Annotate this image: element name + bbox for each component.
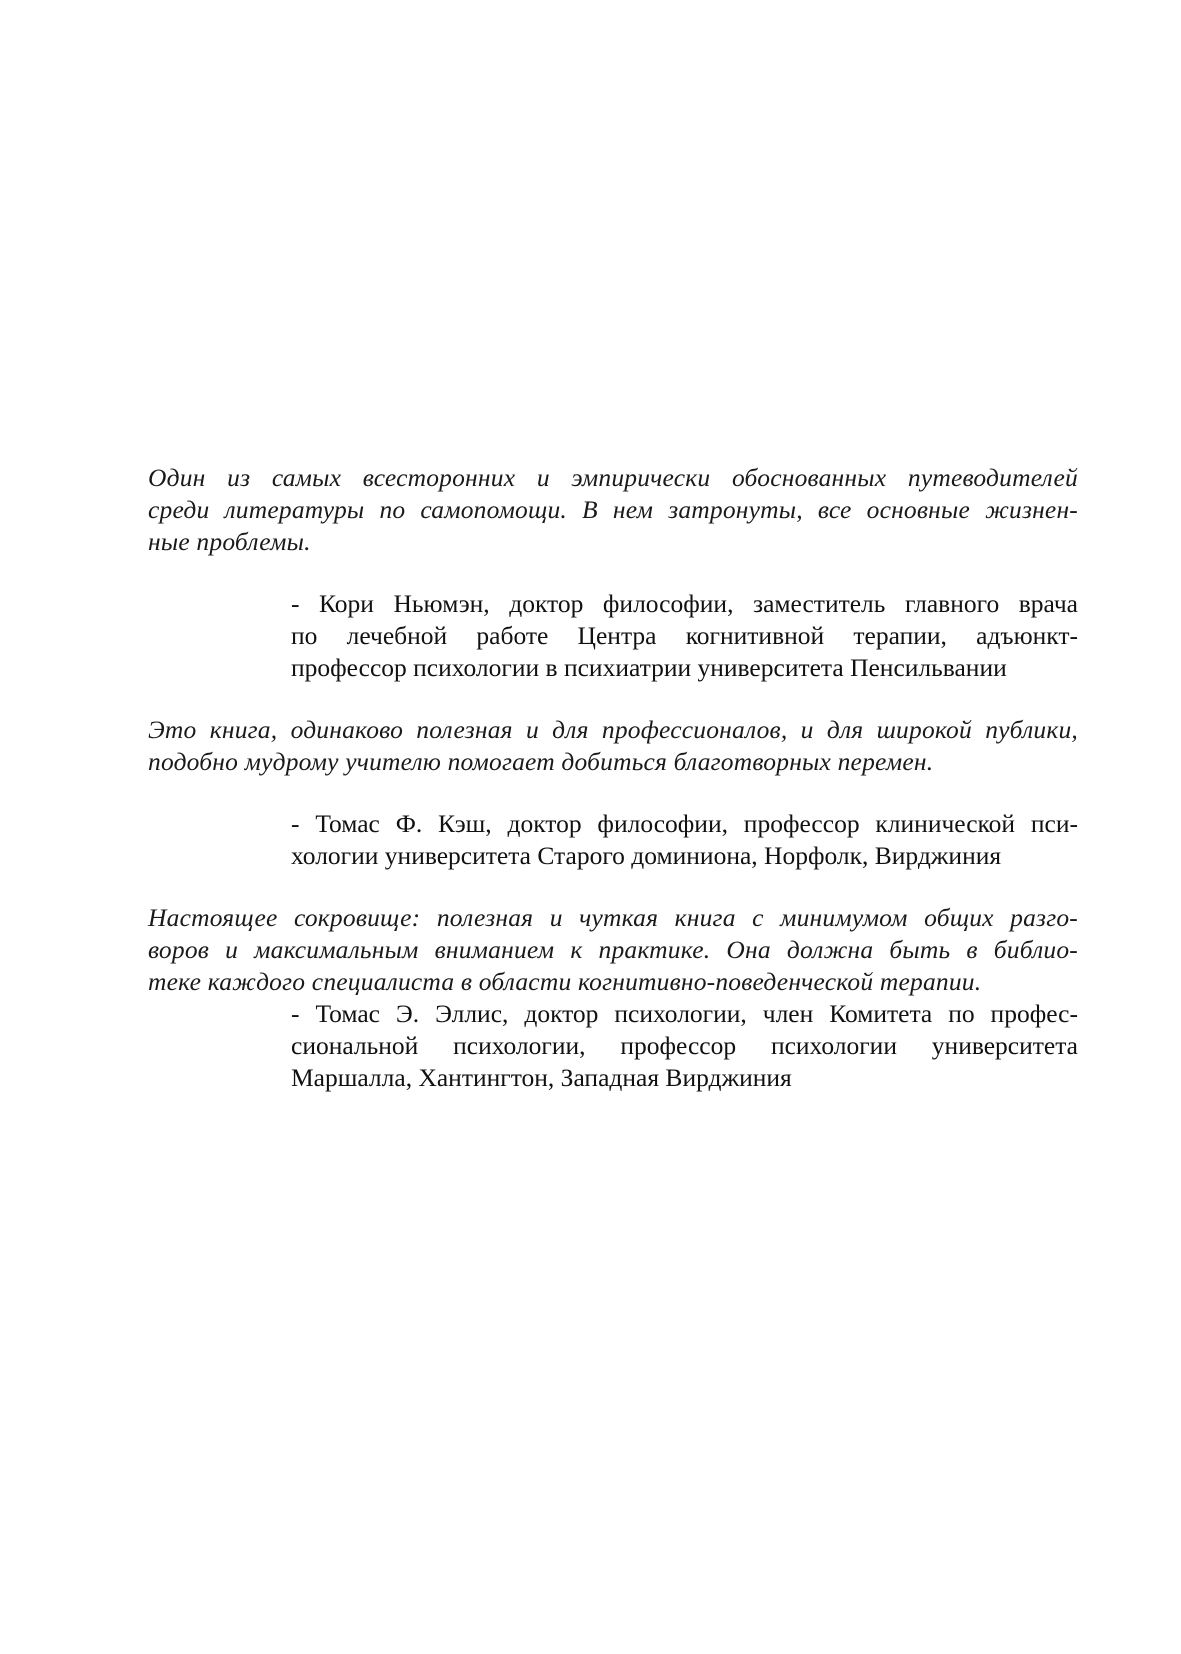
attribution-line: сиональной психологии, профессор психологии университета [291, 1031, 1078, 1060]
attribution-line: - Томас Э. Эллис, доктор психологии, член Комитета по профес- [291, 999, 1078, 1028]
quote-line: среди литературы по самопомощи. В нем затронуты, все основные жизнен- [148, 495, 1078, 524]
quote-line: теке каждого специалиста в области когнитивно-поведенческой терапии. [148, 967, 982, 996]
testimonial-quote-3 [148, 902, 1078, 998]
quote-line: воров и максимальным вниманием к практике. Она должна быть в библио- [148, 935, 1078, 964]
quote-line: Один из самых всесторонних и эмпирически обоснованных путеводителей [148, 463, 1078, 492]
testimonial-attribution-2 [291, 808, 1078, 872]
attribution-line: Маршалла, Хантингтон, Западная Вирджиния [291, 1063, 792, 1092]
quote-line: подобно мудрому учителю помогает добиться благотворных перемен. [148, 747, 934, 776]
attribution-line: хологии университета Старого доминиона, Норфолк, Вирджиния [291, 841, 1002, 870]
attribution-line: по лечебной работе Центра когнитивной терапии, адъюнкт- [291, 621, 1078, 650]
quote-line: ные проблемы. [148, 527, 311, 556]
attribution-line: профессор психологии в психиатрии университета Пенсильвании [291, 653, 1007, 682]
attribution-line: - Томас Ф. Кэш, доктор философии, профессор клинической пси- [291, 809, 1078, 838]
testimonial-quote-2 [148, 714, 1078, 778]
testimonial-attribution-3 [291, 998, 1078, 1094]
quote-line: Это книга, одинаково полезная и для профессионалов, и для широкой публики, [148, 715, 1078, 744]
attribution-line: - Кори Ньюмэн, доктор философии, заместитель главного врача [291, 589, 1078, 618]
quote-line: Настоящее сокровище: полезная и чуткая книга с минимумом общих разго- [148, 903, 1078, 932]
testimonials-page [148, 462, 1078, 1094]
testimonial-attribution-1 [291, 588, 1078, 684]
testimonial-quote-1 [148, 462, 1078, 558]
